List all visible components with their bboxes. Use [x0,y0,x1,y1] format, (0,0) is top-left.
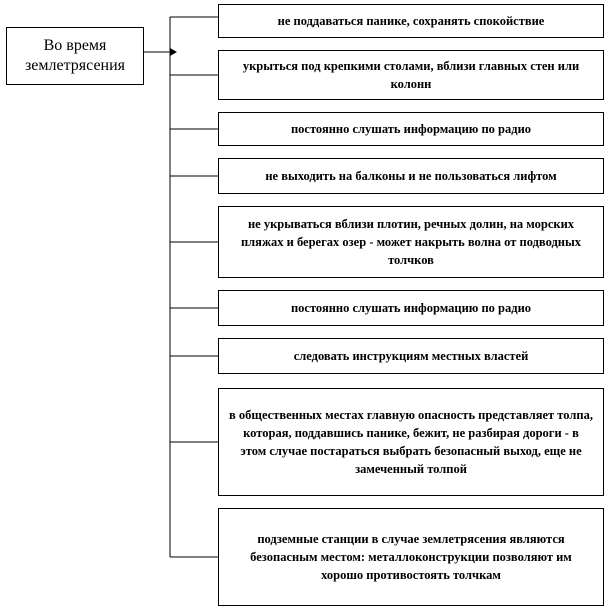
rule-box-1 [218,4,604,38]
rule-box-7 [218,338,604,374]
rule-box-6 [218,290,604,326]
rule-box-9 [218,508,604,606]
rule-text: укрыться под крепкими столами, вблизи главных стен или колонн [242,59,580,91]
root-label: Во время землетрясения [24,37,126,74]
rule-text: не укрываться вблизи плотин, речных долин, на морских пляжах и берегах озер - может накрыть волна от подводных толчков [240,217,582,267]
rule-text: постоянно слушать информацию по радио [290,301,532,315]
rule-text: в общественных местах главную опасность представляет толпа, которая, поддавшись панике, бежит, не разбирая дороги - в этом случае постараться выбрать безопасный выход, еще не замеченный толпой [229,408,593,476]
rule-text: подземные станции в случае землетрясения являются безопасным местом: металлоконструкции позволяют им хорошо противостоять толчкам [250,532,572,582]
rule-box-3 [218,112,604,146]
rule-text: не поддаваться панике, сохранять спокойствие [277,14,545,28]
rule-text: следовать инструкциям местных властей [293,349,529,363]
rule-box-5 [218,206,604,278]
rule-text: постоянно слушать информацию по радио [290,122,532,136]
rule-box-8 [218,388,604,496]
branch-lines [170,17,218,557]
arrow-head-icon [170,48,177,56]
root-box [6,27,144,85]
rule-text: не выходить на балконы и не пользоваться лифтом [265,169,557,183]
rule-box-4 [218,158,604,194]
rule-box-2 [218,50,604,100]
